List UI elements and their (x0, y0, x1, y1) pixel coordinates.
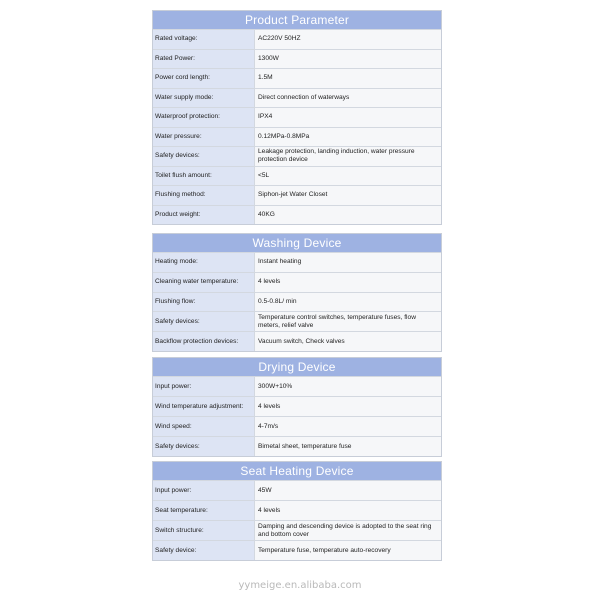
spec-label: Input power: (153, 377, 255, 396)
spec-value: Damping and descending device is adopted to the seat ring and bottom cover (255, 521, 441, 540)
spec-value: <5L (255, 167, 441, 186)
spec-label: Cleaning water temperature: (153, 273, 255, 292)
spec-label: Toilet flush amount: (153, 167, 255, 186)
spec-value: 0.5-0.8L/ min (255, 293, 441, 312)
spec-label: Power cord length: (153, 69, 255, 88)
section-title: Seat Heating Device (153, 462, 441, 480)
spec-label: Waterproof protection: (153, 108, 255, 127)
spec-label: Seat temperature: (153, 501, 255, 520)
spec-row (153, 311, 441, 331)
spec-value: 4 levels (255, 501, 441, 520)
spec-row (153, 127, 441, 147)
spec-row (153, 252, 441, 272)
spec-row (153, 292, 441, 312)
spec-label: Wind temperature adjustment: (153, 397, 255, 416)
spec-value: IPX4 (255, 108, 441, 127)
spec-label: Water supply mode: (153, 89, 255, 108)
spec-value: 1.5M (255, 69, 441, 88)
spec-row (153, 107, 441, 127)
spec-label: Safety devices: (153, 437, 255, 456)
spec-label: Switch structure: (153, 521, 255, 540)
spec-row (153, 49, 441, 69)
section-title: Drying Device (153, 358, 441, 376)
spec-label: Backflow protection devices: (153, 332, 255, 351)
spec-row (153, 416, 441, 436)
spec-row (153, 68, 441, 88)
spec-value: Siphon-jet Water Closet (255, 186, 441, 205)
spec-label: Safety device: (153, 541, 255, 560)
spec-value: Direct connection of waterways (255, 89, 441, 108)
spec-row (153, 166, 441, 186)
spec-label: Rated voltage: (153, 30, 255, 49)
watermark-text: yymeige.en.alibaba.com (238, 580, 362, 591)
spec-value: Vacuum switch, Check valves (255, 332, 441, 351)
spec-sheet (152, 10, 442, 225)
spec-row (153, 331, 441, 351)
spec-row (153, 436, 441, 456)
section-drying-device (152, 357, 442, 457)
spec-row (153, 205, 441, 225)
spec-label: Safety devices: (153, 312, 255, 331)
spec-label: Safety devices: (153, 147, 255, 166)
spec-label: Water pressure: (153, 128, 255, 147)
spec-row (153, 88, 441, 108)
spec-row (153, 480, 441, 500)
section-product-parameter (152, 10, 442, 225)
section-washing-device (152, 233, 442, 352)
spec-value: Instant heating (255, 253, 441, 272)
spec-value: 300W+10% (255, 377, 441, 396)
section-title: Washing Device (153, 234, 441, 252)
spec-sheet-seat-heating (152, 461, 442, 561)
spec-row (153, 29, 441, 49)
spec-row (153, 520, 441, 540)
section-title: Product Parameter (153, 11, 441, 29)
spec-row (153, 396, 441, 416)
spec-value: AC220V 50HZ (255, 30, 441, 49)
spec-value: Leakage protection, landing induction, water pressure protection device (255, 147, 441, 166)
spec-value: Temperature fuse, temperature auto-recovery (255, 541, 441, 560)
spec-row (153, 185, 441, 205)
spec-label: Heating mode: (153, 253, 255, 272)
spec-value: 45W (255, 481, 441, 500)
spec-value: Temperature control switches, temperature fuses, flow meters, relief valve (255, 312, 441, 331)
spec-row (153, 540, 441, 560)
spec-value: 1300W (255, 50, 441, 69)
spec-label: Rated Power: (153, 50, 255, 69)
spec-row (153, 272, 441, 292)
spec-row (153, 146, 441, 166)
spec-row (153, 500, 441, 520)
spec-sheet-washing (152, 233, 442, 352)
spec-value: Bimetal sheet, temperature fuse (255, 437, 441, 456)
spec-value: 4 levels (255, 273, 441, 292)
spec-value: 4-7m/s (255, 417, 441, 436)
spec-row (153, 376, 441, 396)
spec-label: Flushing method: (153, 186, 255, 205)
spec-label: Wind speed: (153, 417, 255, 436)
spec-label: Flushing flow: (153, 293, 255, 312)
section-seat-heating-device (152, 461, 442, 561)
spec-value: 4 levels (255, 397, 441, 416)
spec-label: Product weight: (153, 206, 255, 225)
spec-sheet-drying (152, 357, 442, 457)
spec-label: Input power: (153, 481, 255, 500)
spec-value: 40KG (255, 206, 441, 225)
spec-value: 0.12MPa-0.8MPa (255, 128, 441, 147)
